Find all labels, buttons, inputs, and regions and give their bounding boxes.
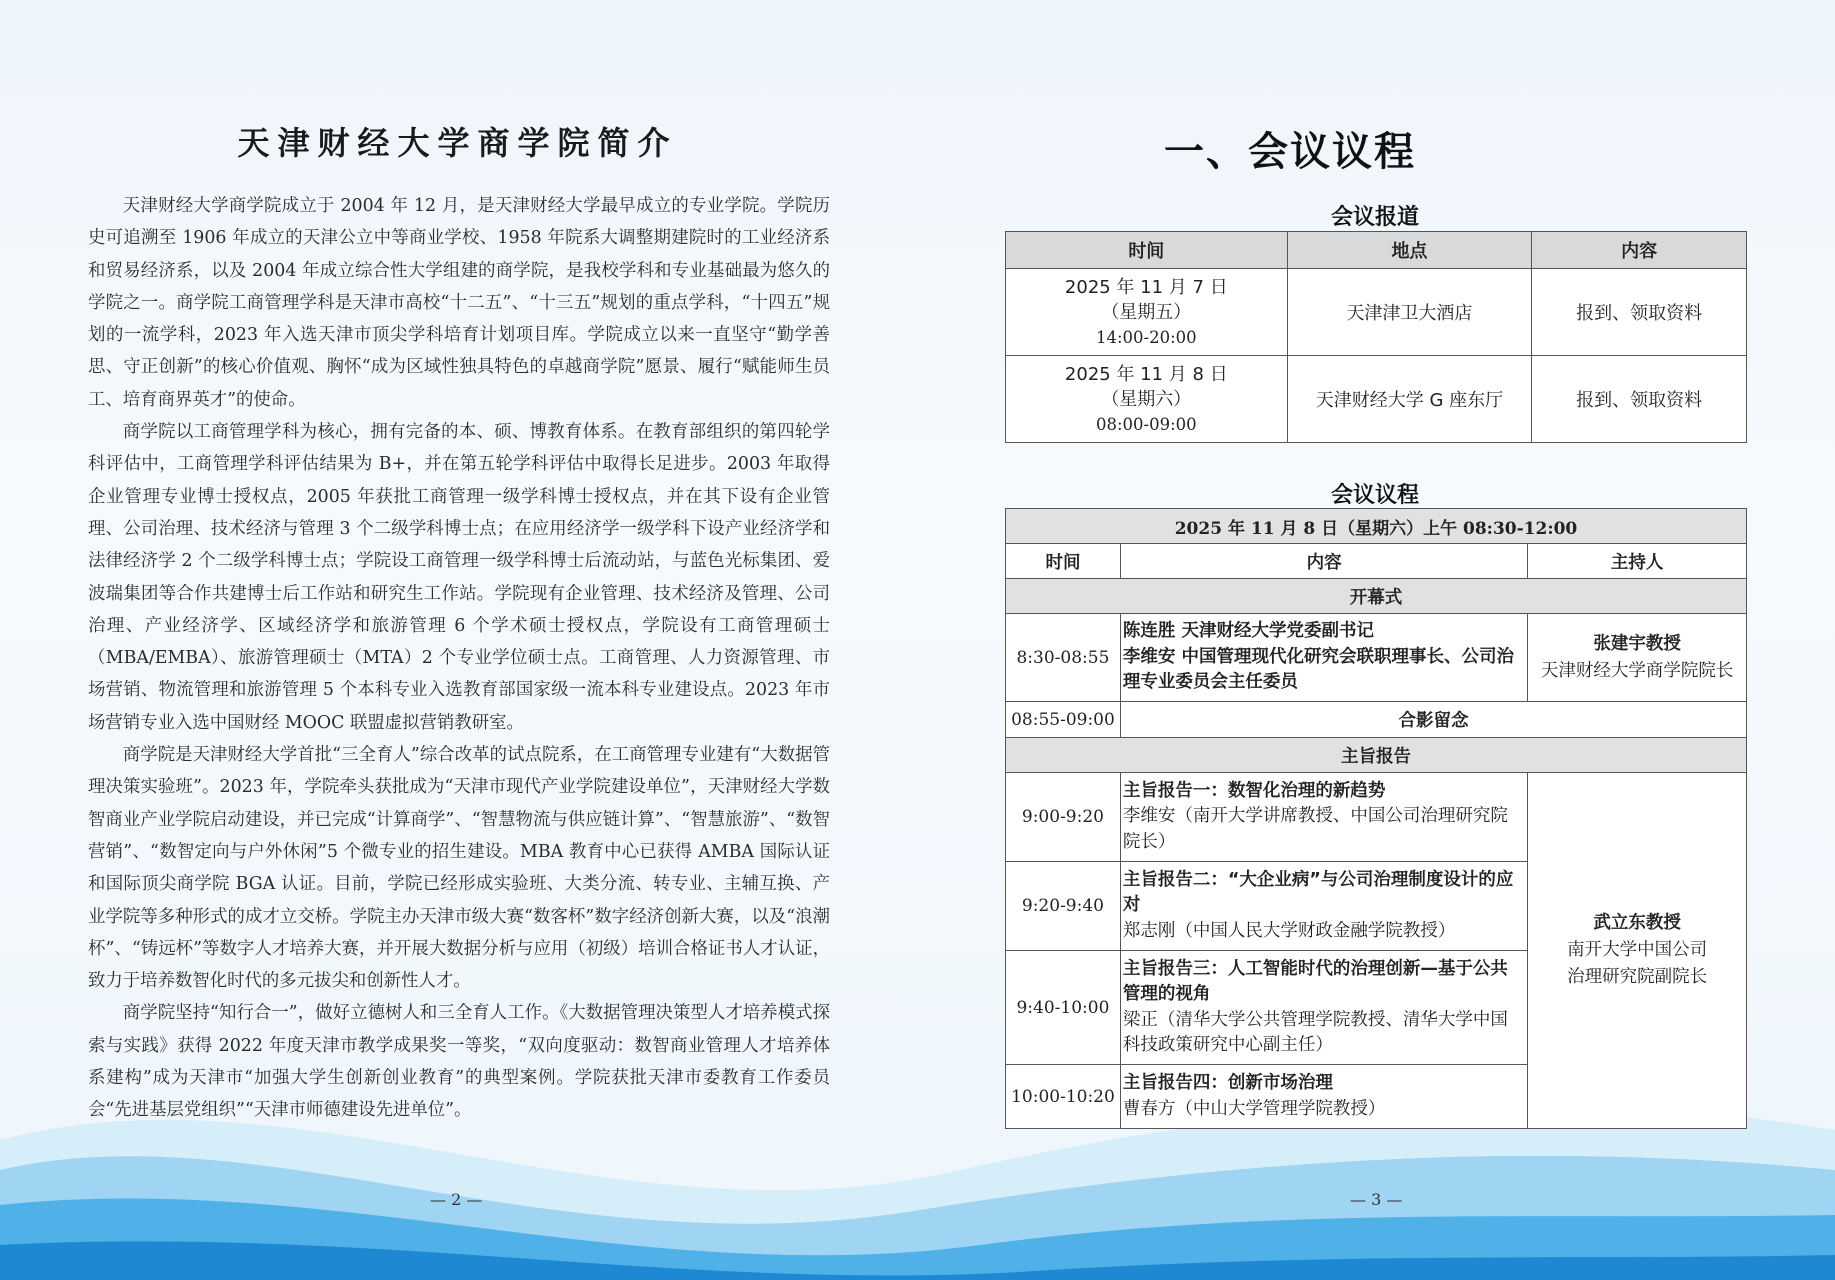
registration-weekday: （星期五）: [1101, 301, 1192, 323]
table-row: [1006, 614, 1747, 702]
registration-time: [1006, 269, 1288, 356]
opening-label: 开幕式: [1006, 579, 1747, 614]
session-host: [1528, 614, 1747, 702]
registration-table: [1005, 231, 1747, 443]
session-content: [1120, 614, 1527, 702]
keynote-title: 主旨报告三：人工智能时代的治理创新—基于公共管理的视角: [1122, 958, 1508, 1004]
schedule-heading: 会议议程: [1330, 483, 1419, 508]
session-content: [1120, 951, 1527, 1065]
registration-time: [1006, 356, 1288, 443]
intro-paragraph: 商学院坚持“知行合一”，做好立德树人和三全育人工作。《大数据管理决策型人才培养模式探索与实践》获得 2022 年度天津市教学成果奖一等奖，“双向度驱动：数智商业管理人才培养体系建构”成为天津市“加强大学生创新创业教育”的典型案例。学院获批天津市委教育工作委员会“先进基层党组织”“天津市师德建设先进单位”。: [88, 1003, 830, 1121]
table-header-row: [1006, 544, 1747, 579]
schedule-date-banner: 2025 年 11 月 8 日（星期六）上午 08:30-12:00: [1006, 509, 1747, 544]
registration-hours: 08:00-09:00: [1095, 414, 1197, 434]
column-header: 时间: [1006, 232, 1288, 269]
intro-title: 天津财经大学商学院简介: [237, 124, 678, 162]
section-row: [1006, 579, 1747, 614]
registration-place: 天津津卫大酒店: [1287, 269, 1532, 356]
keynote-title: 主旨报告一：数智化治理的新趋势: [1122, 780, 1386, 801]
table-row: [1006, 269, 1747, 356]
session-content: [1120, 1065, 1527, 1129]
column-header: 主持人: [1528, 544, 1747, 579]
table-row: [1006, 773, 1747, 862]
column-header: 内容: [1532, 232, 1747, 269]
keynote-speaker: 郑志刚（中国人民大学财政金融学院教授）: [1122, 920, 1456, 941]
session-time: 9:20-9:40: [1006, 862, 1121, 951]
column-header: 时间: [1006, 544, 1121, 579]
session-host: [1528, 773, 1747, 1129]
column-header: 地点: [1287, 232, 1532, 269]
intro-body: [88, 190, 830, 1127]
registration-content: 报到、领取资料: [1532, 269, 1747, 356]
host-name: 武立东教授: [1593, 913, 1681, 933]
host-name: 张建宇教授: [1593, 633, 1681, 654]
photo-session: 合影留念: [1120, 702, 1746, 738]
registration-content: 报到、领取资料: [1532, 356, 1747, 443]
registration-date: 2025 年 11 月 8 日: [1064, 363, 1228, 385]
keynote-speaker: 曹春方（中山大学管理学院教授）: [1122, 1098, 1386, 1119]
banner-row: [1006, 509, 1747, 544]
table-header-row: [1006, 232, 1747, 269]
table-row: [1006, 356, 1747, 443]
host-title: 治理研究院副院长: [1567, 967, 1708, 987]
intro-paragraph: 商学院是天津财经大学首批“三全育人”综合改革的试点院系，在工商管理专业建有“大数据管理决策实验班”。2023 年，学院牵头获批成为“天津市现代产业学院建设单位”，天津财经大学数智商业产业学院启动建设，并已完成“计算商学”、“智慧物流与供应链计算”、“智慧旅游”、“数智营销”、“数智定向与户外休闲”5 个微专业的招生建设。MBA 教育中心已获得 AMBA 国际认证和国际顶尖商学院 BGA 认证。目前，学院已经形成实验班、大类分流、转专业、主辅互换、产业学院等多种形式的成才立交桥。学院主办天津市级大赛“数客杯”数字经济创新大赛，以及“浪潮杯”、“铸远杯”等数字人才培养大赛，并开展大数据分析与应用（初级）培训合格证书人才认证，致力于培养数智化时代的多元拔尖和创新性人才。: [88, 745, 830, 992]
column-header: 内容: [1120, 544, 1527, 579]
keynote-title: 主旨报告二：“大企业病”与公司治理制度设计的应对: [1122, 869, 1514, 916]
intro-paragraph: 商学院以工商管理学科为核心，拥有完备的本、硕、博教育体系。在教育部组织的第四轮学科评估中，工商管理学科评估结果为 B+，并在第五轮学科评估中取得长足进步。2003 年取得企业管理专业博士授权点，2005 年获批工商管理一级学科博士授权点，并在其下设有企业管理、公司治理、技术经济与管理 3 个二级学科博士点；在应用经济学一级学科下设产业经济学和法律经济学 2 个二级学科博士点；学院设工商管理一级学科博士后流动站，与蓝色光标集团、爱波瑞集团等合作共建博士后工作站和研究生工作站。学院现有企业管理、技术经济及管理、公司治理、产业经济学、区域经济学和旅游管理 6 个学术硕士授权点，学院设有工商管理硕士（MBA/EMBA）、旅游管理硕士（MTA）2 个专业学位硕士点。工商管理、人力资源管理、市场营销、物流管理和旅游管理 5 个本科专业入选教育部国家级一流本科专业建设点。2023 年市场营销专业入选中国财经 MOOC 联盟虚拟营销教研室。: [88, 422, 830, 733]
keynote-speaker: 李维安（南开大学讲席教授、中国公司治理研究院院长）: [1122, 806, 1508, 852]
schedule-table: [1005, 508, 1747, 1129]
keynote-title: 主旨报告四：创新市场治理: [1122, 1073, 1333, 1093]
session-time: 9:40-10:00: [1006, 951, 1121, 1065]
session-time: 08:55-09:00: [1006, 702, 1121, 738]
host-title: 天津财经大学商学院院长: [1540, 660, 1734, 681]
registration-date: 2025 年 11 月 7 日: [1064, 276, 1228, 298]
opening-speaker: 陈连胜 天津财经大学党委副书记: [1122, 621, 1374, 642]
intro-paragraph: 天津财经大学商学院成立于 2004 年 12 月，是天津财经大学最早成立的专业学院。学院历史可追溯至 1906 年成立的天津公立中等商业学校、1958 年院系大调整期建院时的工业经济系和贸易经济系，以及 2004 年成立综合性大学组建的商学院，是我校学科和专业基础最为悠久的学院之一。商学院工商管理学科是天津市高校“十二五”、“十三五”规划的重点学科，“十四五”规划的一流学科，2023 年入选天津市顶尖学科培育计划项目库。学院成立以来一直坚守“勤学善思、守正创新”的核心价值观、胸怀“成为区域性独具特色的卓越商学院”愿景、履行“赋能师生员工、培育商界英才”的使命。: [88, 196, 830, 410]
registration-place: 天津财经大学 G 座东厅: [1287, 356, 1532, 443]
table-row: [1006, 702, 1747, 738]
session-content: [1120, 862, 1527, 951]
registration-hours: 14:00-20:00: [1095, 327, 1197, 347]
page-number-right: — 3 —: [1350, 1190, 1403, 1209]
registration-weekday: （星期六）: [1101, 388, 1192, 410]
registration-heading: 会议报道: [1330, 205, 1419, 230]
keynote-speaker: 梁正（清华大学公共管理学院教授、清华大学中国科技政策研究中心副主任）: [1122, 1009, 1508, 1055]
host-title: 南开大学中国公司: [1567, 940, 1708, 960]
session-time: 9:00-9:20: [1006, 773, 1121, 862]
session-time: 10:00-10:20: [1006, 1065, 1121, 1129]
session-content: [1120, 773, 1527, 862]
keynote-label: 主旨报告: [1006, 738, 1747, 773]
opening-speaker: 李维安 中国管理现代化研究会联职理事长、公司治理专业委员会主任委员: [1122, 646, 1514, 693]
session-time: 8:30-08:55: [1006, 614, 1121, 702]
section-row: [1006, 738, 1747, 773]
page-number-left: — 2 —: [430, 1190, 483, 1209]
agenda-title: 一、会议议程: [1164, 129, 1416, 175]
left-page: [0, 0, 915, 1280]
